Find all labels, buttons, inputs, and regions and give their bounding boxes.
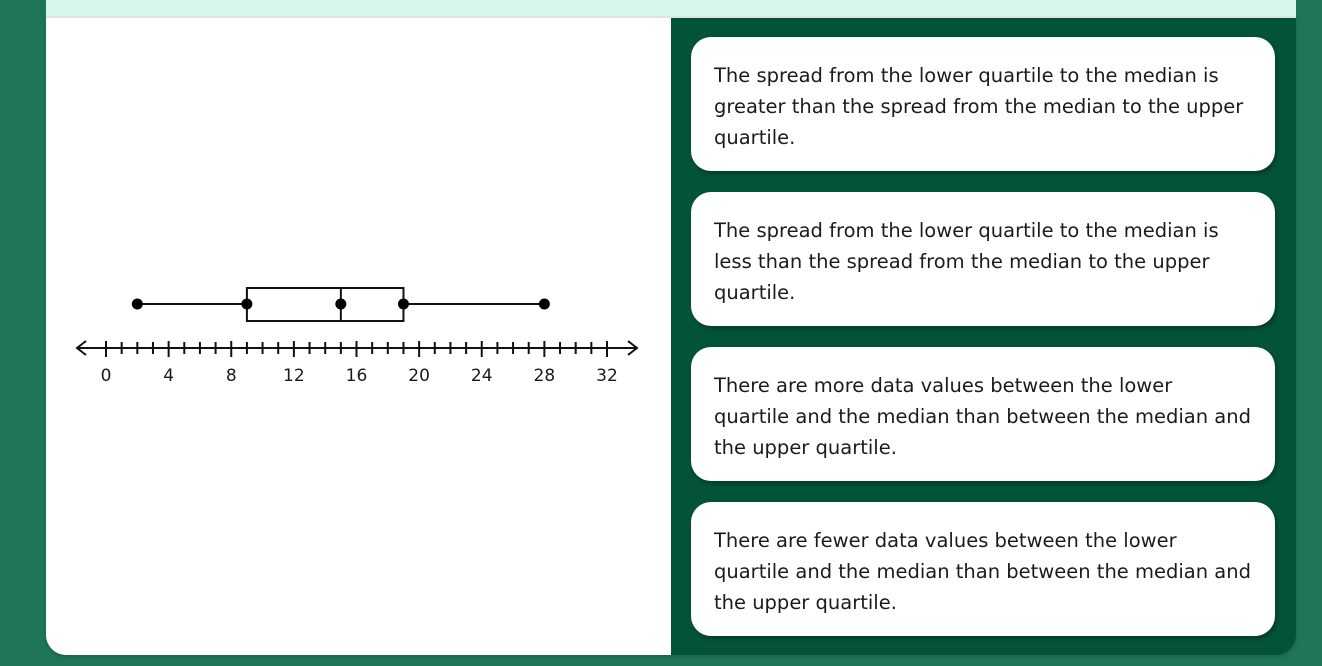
question-container [46,18,1296,655]
interquartile-box [247,288,404,321]
answer-option-1[interactable] [691,37,1275,171]
tick-label: 12 [283,366,305,386]
answer-options-panel [671,18,1296,655]
answer-option-4[interactable] [691,502,1275,636]
tick-label: 0 [100,366,112,386]
tick-label: 24 [470,366,493,386]
tick-label: 16 [345,366,368,386]
answer-option-text: The spread from the lower quartile to the median is greater than the spread from the median to the upper quartile. [714,64,1244,149]
q3-point [398,299,409,310]
chart-panel [46,18,671,655]
tick-label: 20 [408,366,430,386]
tick-label: 28 [533,366,556,386]
answer-option-text: There are more data values between the lower quartile and the median than between the median and the upper quartile. [714,374,1251,459]
max-point [539,299,550,310]
top-banner [46,0,1296,18]
answer-option-2[interactable] [691,192,1275,326]
median-point [335,299,346,310]
answer-option-text: The spread from the lower quartile to the median is less than the spread from the median to the upper quartile. [714,219,1219,304]
tick-label: 4 [163,366,175,386]
box-plot-chart [46,18,671,655]
answer-option-text: There are fewer data values between the lower quartile and the median than between the median and the upper quartile. [714,529,1251,614]
tick-label: 8 [225,366,237,386]
q1-point [241,299,252,310]
tick-label: 32 [596,366,618,386]
min-point [132,299,143,310]
answer-option-3[interactable] [691,347,1275,481]
